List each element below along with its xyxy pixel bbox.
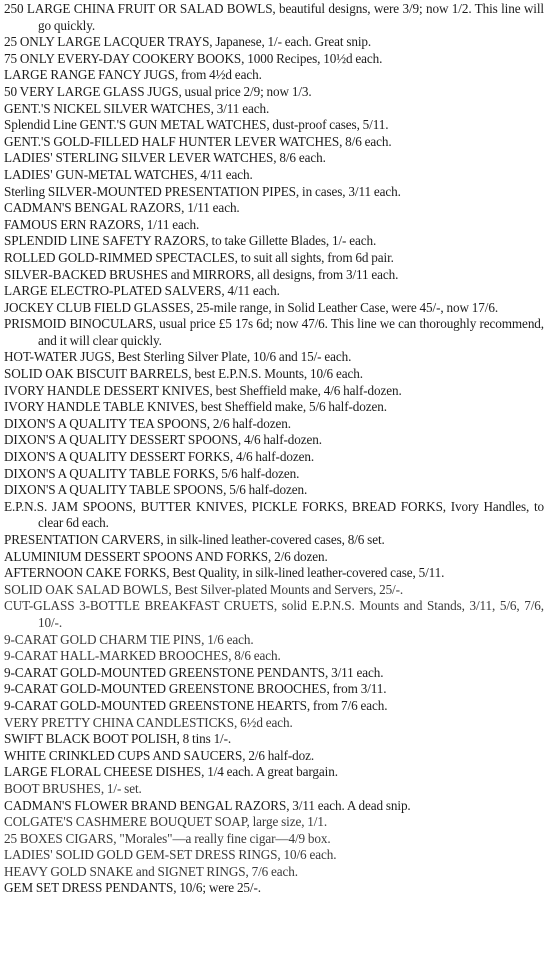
list-item: WHITE CRINKLED CUPS AND SAUCERS, 2/6 half-doz. xyxy=(4,747,315,763)
list-item: COLGATE'S CASHMERE BOUQUET SOAP, large size, 1/1. xyxy=(4,814,328,830)
list-item: VERY PRETTY CHINA CANDLESTICKS, 6½d each. xyxy=(4,714,293,730)
list-item: LADIES' SOLID GOLD GEM-SET DRESS RINGS, 10/6 each. xyxy=(4,847,337,863)
list-item: 250 LARGE CHINA FRUIT OR SALAD BOWLS, beautiful designs, were 3/9; now 1/2. This line will go quickly. xyxy=(4,1,544,33)
list-item: E.P.N.S. JAM SPOONS, BUTTER KNIVES, PICKLE FORKS, BREAD FORKS, Ivory Handles, to clear 6d each. xyxy=(4,498,544,531)
list-item: DIXON'S A QUALITY TABLE FORKS, 5/6 half-dozen. xyxy=(4,465,300,481)
list-item: CUT-GLASS 3-BOTTLE BREAKFAST CRUETS, solid E.P.N.S. Mounts and Stands, 3/11, 5/6, 7/6, 10/-. xyxy=(4,598,544,630)
list-item: LARGE RANGE FANCY JUGS, from 4½d each. xyxy=(4,67,262,83)
list-item: JOCKEY CLUB FIELD GLASSES, 25-mile range, in Solid Leather Case, were 45/-, now 17/6. xyxy=(4,299,499,315)
list-item: 25 BOXES CIGARS, "Morales"—a really fine cigar—4/9 box. xyxy=(4,830,331,846)
list-item: Sterling SILVER-MOUNTED PRESENTATION PIPES, in cases, 3/11 each. xyxy=(4,183,401,199)
list-item: AFTERNOON CAKE FORKS, Best Quality, in silk-lined leather-covered case, 5/11. xyxy=(4,565,445,581)
list-item: LADIES' STERLING SILVER LEVER WATCHES, 8/6 each. xyxy=(4,150,326,166)
list-item: 9-CARAT HALL-MARKED BROOCHES, 8/6 each. xyxy=(4,648,281,664)
list-item: DIXON'S A QUALITY TEA SPOONS, 2/6 half-dozen. xyxy=(4,415,291,431)
list-item: 9-CARAT GOLD-MOUNTED GREENSTONE PENDANTS, 3/11 each. xyxy=(4,664,384,680)
list-item: ALUMINIUM DESSERT SPOONS AND FORKS, 2/6 dozen. xyxy=(4,548,328,564)
list-item: PRISMOID BINOCULARS, usual price £5 17s 6d; now 47/6. This line we can thoroughly recommend, and it will clear quickly. xyxy=(4,316,544,348)
list-item: SWIFT BLACK BOOT POLISH, 8 tins 1/-. xyxy=(4,731,232,747)
list-item: 25 ONLY LARGE LACQUER TRAYS, Japanese, 1/- each. Great snip. xyxy=(4,34,372,50)
list-item: 75 ONLY EVERY-DAY COOKERY BOOKS, 1000 Recipes, 10½d each. xyxy=(4,50,383,66)
list-item: LARGE FLORAL CHEESE DISHES, 1/4 each. A great bargain. xyxy=(4,764,338,780)
list-item: LARGE ELECTRO-PLATED SALVERS, 4/11 each. xyxy=(4,283,280,299)
list-item: BOOT BRUSHES, 1/- set. xyxy=(4,780,142,796)
list-item: PRESENTATION CARVERS, in silk-lined leather-covered cases, 8/6 set. xyxy=(4,532,385,547)
list-item: 9-CARAT GOLD-MOUNTED GREENSTONE HEARTS, from 7/6 each. xyxy=(4,697,388,713)
list-item: HOT-WATER JUGS, Best Sterling Silver Plate, 10/6 and 15/- each. xyxy=(4,349,352,365)
list-item: Splendid Line GENT.'S GUN METAL WATCHES, dust-proof cases, 5/11. xyxy=(4,117,389,133)
list-item: FAMOUS ERN RAZORS, 1/11 each. xyxy=(4,216,200,232)
list-item: DIXON'S A QUALITY TABLE SPOONS, 5/6 half-dozen. xyxy=(4,482,308,498)
list-item: DIXON'S A QUALITY DESSERT SPOONS, 4/6 half-dozen. xyxy=(4,432,322,448)
list-item: DIXON'S A QUALITY DESSERT FORKS, 4/6 half-dozen. xyxy=(4,449,315,465)
list-item: ROLLED GOLD-RIMMED SPECTACLES, to suit all sights, from 6d pair. xyxy=(4,249,394,265)
list-item: IVORY HANDLE TABLE KNIVES, best Sheffield make, 5/6 half-dozen. xyxy=(4,399,387,415)
list-item: GENT.'S NICKEL SILVER WATCHES, 3/11 each. xyxy=(4,100,270,116)
list-item: 9-CARAT GOLD-MOUNTED GREENSTONE BROOCHES, from 3/11. xyxy=(4,681,387,697)
list-item: IVORY HANDLE DESSERT KNIVES, best Sheffield make, 4/6 half-dozen. xyxy=(4,382,402,398)
list-item: 9-CARAT GOLD CHARM TIE PINS, 1/6 each. xyxy=(4,631,254,647)
list-item: GEM SET DRESS PENDANTS, 10/6; were 25/-. xyxy=(4,880,261,896)
list-item: LADIES' GUN-METAL WATCHES, 4/11 each. xyxy=(4,166,253,182)
list-item: CADMAN'S FLOWER BRAND BENGAL RAZORS, 3/11 each. A dead snip. xyxy=(4,797,411,813)
list-item: SOLID OAK SALAD BOWLS, Best Silver-plated Mounts and Servers, 25/-. xyxy=(4,581,404,597)
list-item: 50 VERY LARGE GLASS JUGS, usual price 2/9; now 1/3. xyxy=(4,83,312,99)
list-item: SILVER-BACKED BRUSHES and MIRRORS, all designs, from 3/11 each. xyxy=(4,266,399,282)
list-item: GENT.'S GOLD-FILLED HALF HUNTER LEVER WATCHES, 8/6 each. xyxy=(4,133,392,149)
list-item: SOLID OAK BISCUIT BARRELS, best E.P.N.S. Mounts, 10/6 each. xyxy=(4,366,363,382)
list-item: HEAVY GOLD SNAKE and SIGNET RINGS, 7/6 each. xyxy=(4,863,298,879)
list-item: CADMAN'S BENGAL RAZORS, 1/11 each. xyxy=(4,200,240,216)
list-item: SPLENDID LINE SAFETY RAZORS, to take Gillette Blades, 1/- each. xyxy=(4,233,377,249)
